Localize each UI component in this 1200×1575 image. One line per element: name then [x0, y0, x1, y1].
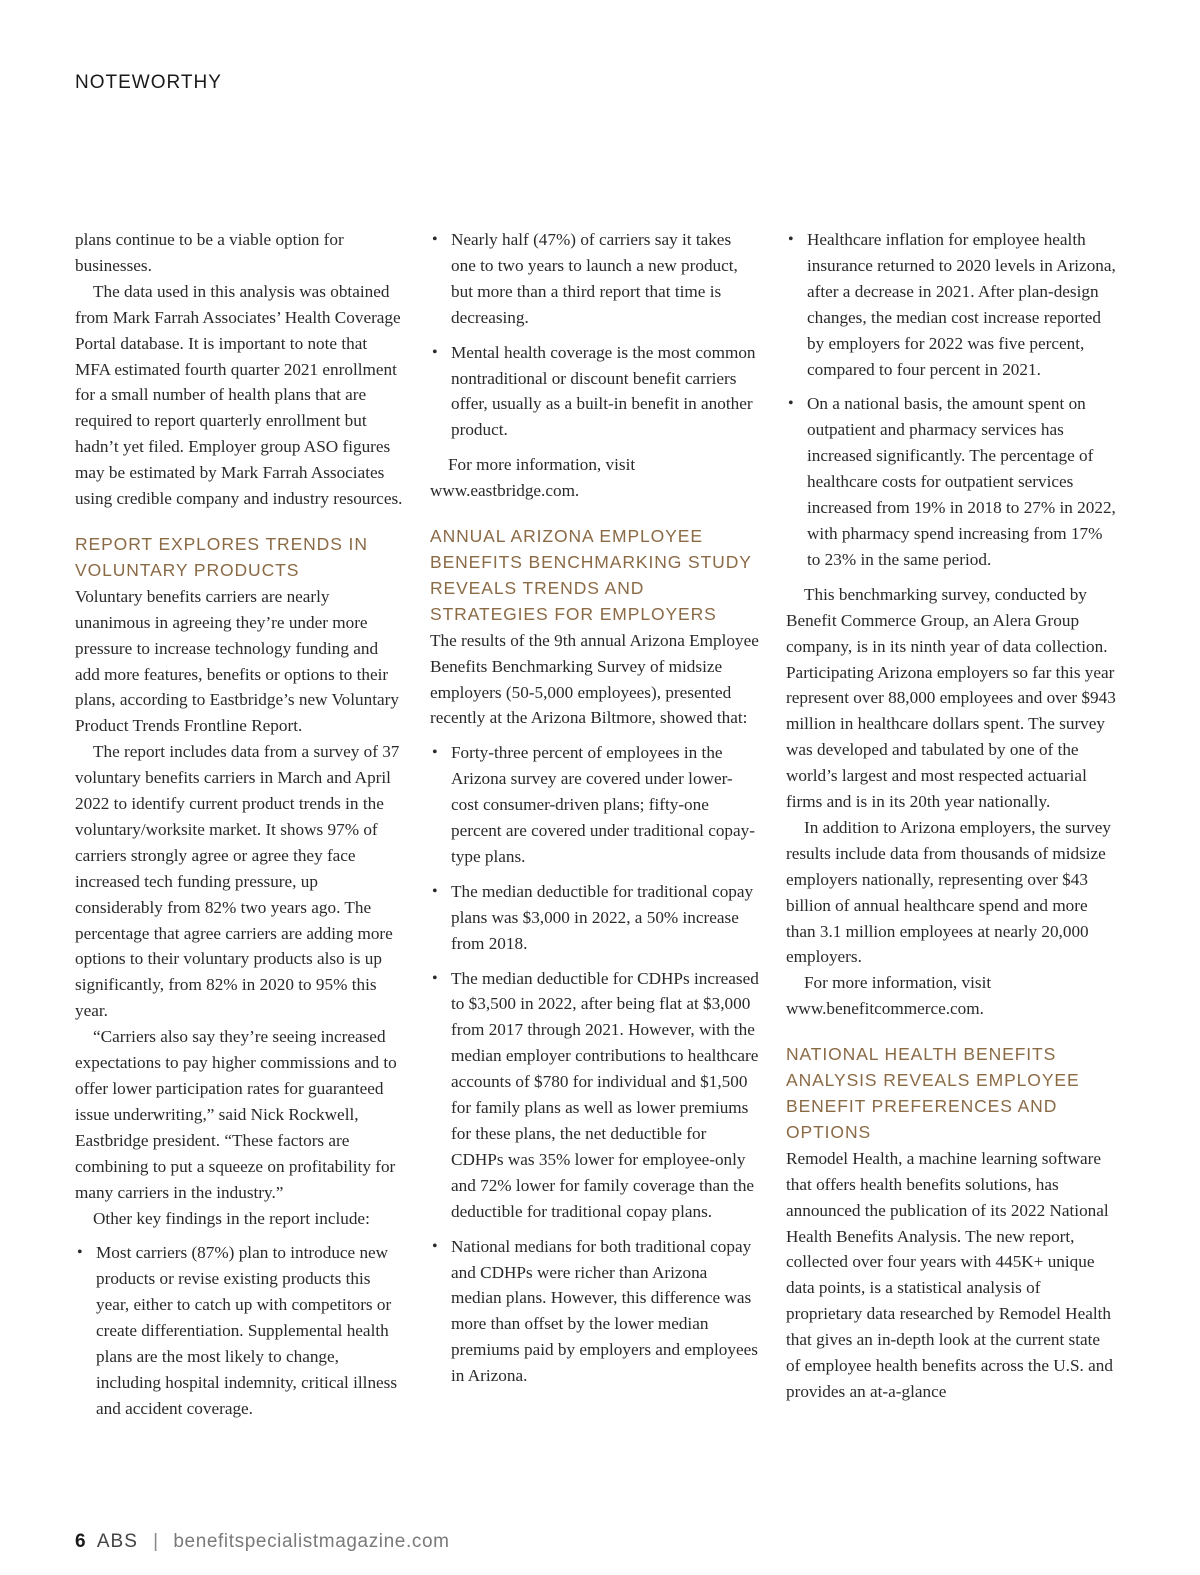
- bullet-item: • National medians for both traditional copay and CDHPs were richer than Arizona median plans. However, this difference was more than offset by the lower median premiums paid by employers and employees in Arizona.: [430, 1234, 760, 1389]
- article-heading: REPORT EXPLORES TRENDS IN VOLUNTARY PRODUCTS: [75, 533, 368, 580]
- paragraph: For more information, visit www.eastbridge.com.: [430, 455, 636, 501]
- paragraph: “Carriers also say they’re seeing increased expectations to pay higher commissions and to offer lower participation rates for guaranteed issue underwriting,” said Nick Rockwell, Eastbridge president. “These factors are combining to put a squeeze on profitability for many carriers in the industry.”: [75, 1027, 397, 1202]
- bullet-list: [430, 227, 760, 443]
- column-1: [75, 227, 405, 1431]
- paragraph: This benchmarking survey, conducted by Benefit Commerce Group, an Alera Group company, is in its ninth year of data collection. Participating Arizona employers so far this year represent over 88,000 employees and over $943 million in healthcare dollars spent. The survey was developed and tabulated by one of the world’s largest and most respected actuarial firms and is in its 20th year nationally.: [786, 584, 1116, 812]
- bullet-list: [786, 227, 1116, 573]
- page-footer: [75, 1531, 450, 1553]
- column-3: [786, 227, 1116, 1405]
- magazine-url: benefitspecialistmagazine.com: [173, 1531, 450, 1552]
- paragraph: The data used in this analysis was obtained from Mark Farrah Associates’ Health Coverage Portal database. It is important to note that MFA estimated fourth quarter 2021 enrollment for a small number of health plans that are required to report quarterly enrollment but hadn’t yet filed. Employer group ASO figures may be estimated by Mark Farrah Associates using credible company and industry resources.: [75, 281, 403, 509]
- article-heading: NATIONAL HEALTH BENEFITS ANALYSIS REVEALS EMPLOYEE BENEFIT PREFERENCES AND OPTIONS: [786, 1044, 1080, 1142]
- bullet-item: • Nearly half (47%) of carriers say it takes one to two years to launch a new product, but more than a third report that time is decreasing.: [430, 227, 760, 331]
- bullet-list: [430, 740, 760, 1389]
- footer-separator: |: [153, 1531, 159, 1552]
- bullet-item: • On a national basis, the amount spent on outpatient and pharmacy services has increased significantly. The percentage of healthcare costs for outpatient services increased from 19% in 2018 to 27% in 2022, with pharmacy spend increasing from 17% to 23% in the same period.: [786, 391, 1116, 572]
- column-2: [430, 227, 760, 1398]
- bullet-item: • The median deductible for traditional copay plans was $3,000 in 2022, a 50% increase from 2018.: [430, 879, 760, 957]
- paragraph: plans continue to be a viable option for businesses.: [75, 230, 344, 275]
- paragraph: The results of the 9th annual Arizona Employee Benefits Benchmarking Survey of midsize employers (50-5,000 employees), presented recently at the Arizona Biltmore, showed that:: [430, 630, 759, 728]
- bullet-item: • Healthcare inflation for employee health insurance returned to 2020 levels in Arizona, after a decrease in 2021. After plan-design changes, the median cost increase reported by employers for 2022 was five percent, compared to four percent in 2021.: [786, 227, 1116, 382]
- page-number: 6: [75, 1531, 86, 1552]
- bullet-item: • Mental health coverage is the most common nontraditional or discount benefit carriers offer, usually as a built-in benefit in another product.: [430, 340, 760, 444]
- bullet-list: [75, 1240, 405, 1421]
- bullet-item: • Forty-three percent of employees in the Arizona survey are covered under lower-cost consumer-driven plans; fifty-one percent are covered under traditional copay-type plans.: [430, 740, 760, 870]
- article-heading: ANNUAL ARIZONA EMPLOYEE BENEFITS BENCHMARKING STUDY REVEALS TRENDS AND STRATEGIES FOR EMPLOYERS: [430, 526, 752, 624]
- paragraph: For more information, visit www.benefitcommerce.com.: [786, 973, 992, 1019]
- paragraph: The report includes data from a survey of 37 voluntary benefits carriers in March and April 2022 to identify current product trends in the voluntary/worksite market. It shows 97% of carriers strongly agree or agree they face increased tech funding pressure, up considerably from 82% two years ago. The percentage that agree carriers are adding more options to their voluntary products also is up significantly, from 82% in 2020 to 95% this year.: [75, 742, 400, 1021]
- paragraph: In addition to Arizona employers, the survey results include data from thousands of midsize employers nationally, representing over $43 billion of annual healthcare spend and more than 3.1 million employees at nearly 20,000 employers.: [786, 817, 1111, 967]
- paragraph: Remodel Health, a machine learning software that offers health benefits solutions, has announced the publication of its 2022 National Health Benefits Analysis. The new report, collected over four years with 445K+ unique data points, is a statistical analysis of proprietary data researched by Remodel Health that gives an in-depth look at the current state of employee health benefits across the U.S. and provides an at-a-glance: [786, 1148, 1113, 1401]
- section-label: NOTEWORTHY: [75, 72, 222, 93]
- paragraph: Other key findings in the report include:: [93, 1208, 370, 1228]
- bullet-item: • Most carriers (87%) plan to introduce new products or revise existing products this year, either to catch up with competitors or create differentiation. Supplemental health plans are the most likely to change, including hospital indemnity, critical illness and accident coverage.: [75, 1240, 405, 1421]
- paragraph: Voluntary benefits carriers are nearly unanimous in agreeing they’re under more pressure to increase technology funding and add more features, benefits or options to their plans, according to Eastbridge’s new Voluntary Product Trends Frontline Report.: [75, 586, 399, 736]
- bullet-item: • The median deductible for CDHPs increased to $3,500 in 2022, after being flat at $3,000 from 2017 through 2021. However, with the median employer contributions to healthcare accounts of $780 for individual and $1,500 for family plans as well as lower premiums for these plans, the net deductible for CDHPs was 35% lower for employee-only and 72% lower for family coverage than the deductible for traditional copay plans.: [430, 966, 760, 1225]
- magazine-name: ABS: [96, 1531, 138, 1552]
